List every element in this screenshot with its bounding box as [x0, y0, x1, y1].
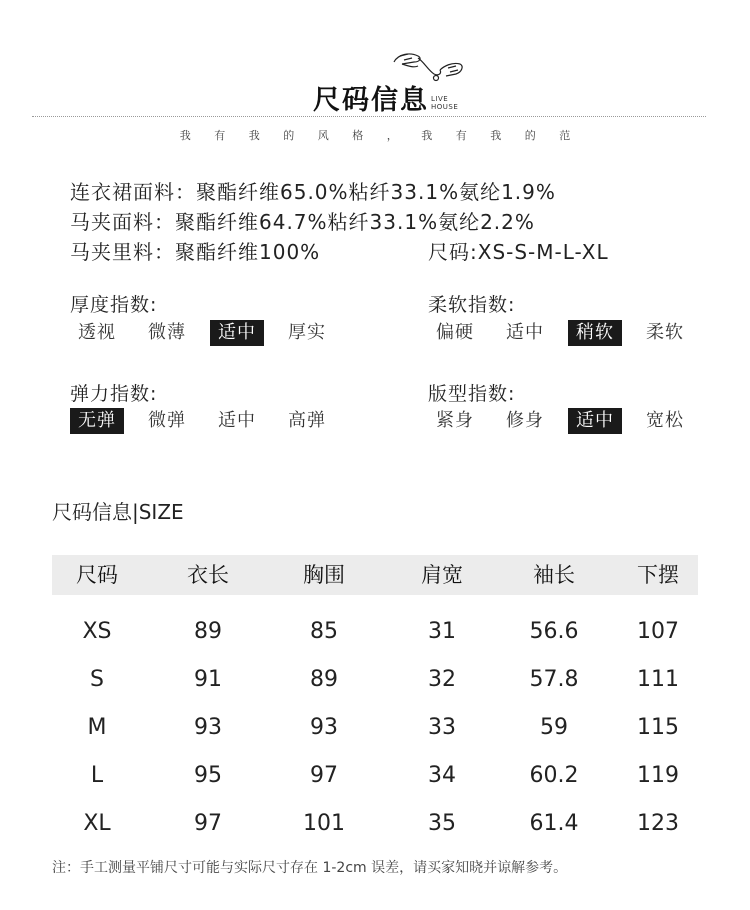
table-cell: 97	[310, 763, 338, 788]
material-dress: 连衣裙面料：聚酯纤维65.0%粘纤33.1%氨纶1.9%	[70, 180, 556, 204]
table-row-size: XS	[82, 619, 112, 644]
table-cell: 97	[194, 811, 222, 836]
material-vest: 马夹面料：聚酯纤维64.7%粘纤33.1%氨纶2.2%	[70, 210, 535, 234]
slogan-char: 我	[179, 129, 191, 142]
table-cell: 115	[637, 715, 679, 740]
slogan-char: 我	[421, 129, 433, 142]
table-row-size: L	[90, 763, 104, 788]
table-row-size: XL	[83, 811, 111, 836]
table-cell: 33	[428, 715, 456, 740]
slogan-char: 格	[352, 129, 364, 142]
table-cell: 101	[303, 811, 345, 836]
table-cell: 119	[637, 763, 679, 788]
table-cell: 35	[428, 811, 456, 836]
fit-option: 修身	[506, 410, 544, 431]
table-cell: 59	[540, 715, 568, 740]
elasticity-option: 适中	[218, 410, 256, 431]
fit-options	[428, 408, 728, 436]
thickness-option: 微薄	[148, 322, 186, 343]
softness-option: 柔软	[646, 322, 684, 343]
table-header-cell: 肩宽	[421, 563, 463, 587]
fit-option: 宽松	[646, 410, 684, 431]
thickness-option-selected: 适中	[210, 320, 264, 346]
elasticity-option: 微弹	[148, 410, 186, 431]
table-cell: 31	[428, 619, 456, 644]
softness-options	[428, 320, 728, 348]
softness-title: 柔软指数:	[428, 294, 516, 316]
table-cell: 89	[194, 619, 222, 644]
table-cell: 91	[194, 667, 222, 692]
slogan-char: 的	[283, 129, 295, 142]
size-range: 尺码:XS-S-M-L-XL	[428, 240, 609, 264]
table-cell: 85	[310, 619, 338, 644]
logo-text-bottom: HOUSE	[431, 103, 459, 111]
softness-option: 偏硬	[436, 322, 474, 343]
size-table-body	[52, 595, 698, 850]
slogan	[0, 127, 750, 143]
table-cell: 123	[637, 811, 679, 836]
table-header-cell: 袖长	[533, 563, 575, 587]
elasticity-option: 高弹	[288, 410, 326, 431]
thickness-title: 厚度指数:	[70, 294, 158, 316]
slogan-char: 风	[317, 129, 329, 142]
table-cell: 60.2	[529, 763, 579, 788]
elasticity-option-selected: 无弹	[70, 408, 124, 434]
softness-option-selected: 稍软	[568, 320, 622, 346]
slogan-char: 我	[490, 129, 502, 142]
logo-text	[431, 95, 458, 111]
slogan-char: 我	[248, 129, 260, 142]
softness-option: 适中	[506, 322, 544, 343]
fit-option: 紧身	[436, 410, 474, 431]
elasticity-options	[70, 408, 370, 436]
table-cell: 56.6	[529, 619, 579, 644]
slogan-char: 的	[524, 129, 536, 142]
thickness-option: 透视	[78, 322, 116, 343]
table-cell: 107	[637, 619, 679, 644]
table-header-cell: 衣长	[187, 563, 229, 587]
table-header-cell: 下摆	[637, 563, 679, 587]
material-vest-lining: 马夹里料：聚酯纤维100%	[70, 240, 321, 264]
measurement-note: 注：手工测量平铺尺寸可能与实际尺寸存在 1-2cm 误差，请买家知晓并谅解参考。	[52, 860, 568, 876]
thickness-options	[70, 320, 370, 348]
table-header-cell: 尺码	[76, 563, 118, 587]
table-cell: 34	[428, 763, 456, 788]
table-row-size: M	[87, 715, 107, 740]
divider	[32, 116, 706, 117]
table-cell: 32	[428, 667, 456, 692]
slogan-char: ，	[386, 129, 398, 142]
table-cell: 93	[194, 715, 222, 740]
page-title: 尺码信息	[313, 85, 429, 116]
thickness-option: 厚实	[288, 322, 326, 343]
fit-title: 版型指数:	[428, 383, 516, 405]
logo-text-top: LIVE	[431, 95, 449, 103]
fit-option-selected: 适中	[568, 408, 622, 434]
table-row-size: S	[90, 667, 104, 692]
slogan-char: 有	[455, 129, 467, 142]
table-cell: 89	[310, 667, 338, 692]
table-cell: 61.4	[529, 811, 579, 836]
slogan-char: 范	[559, 129, 571, 142]
table-cell: 57.8	[529, 667, 579, 692]
table-header-cell: 胸围	[303, 563, 345, 587]
size-heading: 尺码信息|SIZE	[52, 500, 184, 524]
slogan-char: 有	[214, 129, 226, 142]
table-cell: 111	[637, 667, 679, 692]
table-header	[52, 555, 698, 595]
elasticity-title: 弹力指数:	[70, 383, 158, 405]
table-cell: 95	[194, 763, 222, 788]
table-cell: 93	[310, 715, 338, 740]
